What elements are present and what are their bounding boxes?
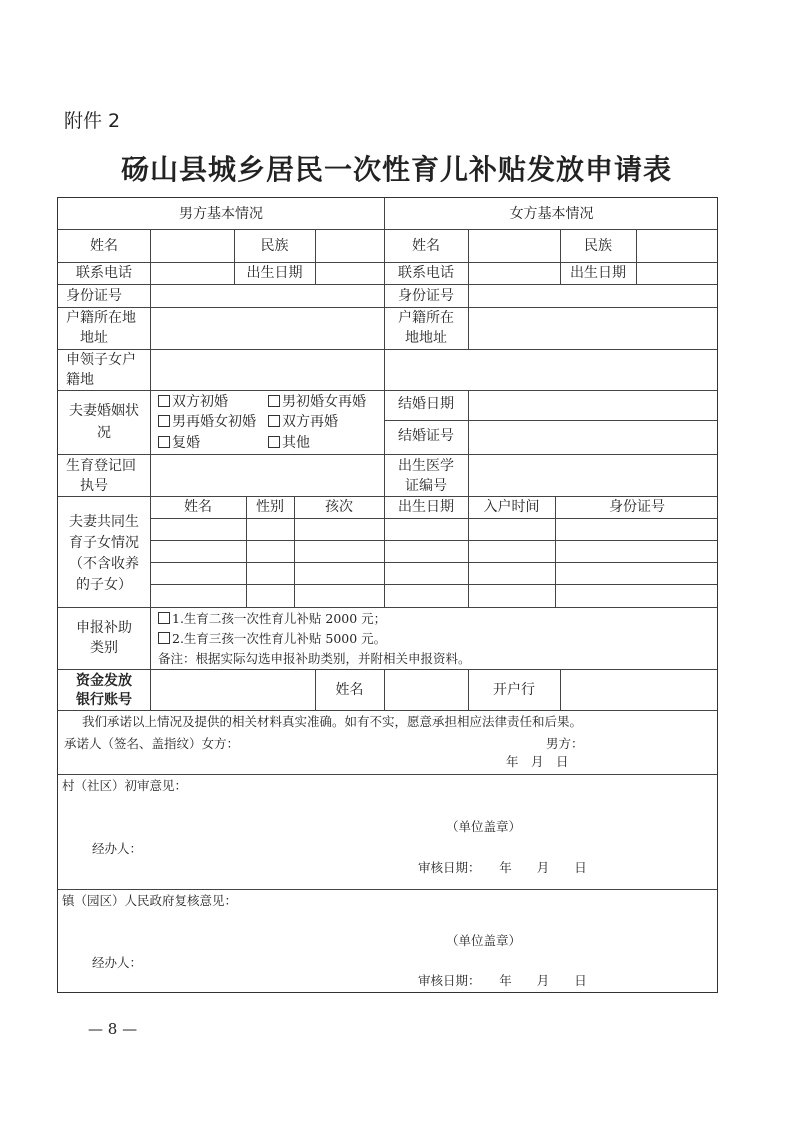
marriage-cert-label: 结婚证号 — [398, 428, 454, 444]
checkbox-icon — [158, 395, 170, 407]
checkbox-icon — [158, 436, 170, 448]
pledge-text: 我们承诺以上情况及提供的相关材料真实准确。如有不实，愿意承担相应法律责任和后果。 — [82, 714, 583, 729]
subsidy-note: 备注：根据实际勾选申报补助类别，并附相关申报资料。 — [158, 651, 471, 666]
village-review-date: 审核日期： 年 月 日 — [418, 860, 587, 875]
application-form — [57, 197, 718, 993]
male-id-label: 身份证号 — [66, 288, 122, 304]
marriage-option-5[interactable]: 复婚 — [158, 433, 200, 453]
marriage-option-2[interactable]: 男初婚女再婚 — [268, 392, 366, 412]
birth-cert-label-2: 证编号 — [405, 478, 447, 494]
checkbox-icon — [268, 395, 280, 407]
female-household-label-2: 地地址 — [405, 330, 447, 346]
subsidy-option-2[interactable]: 2.生育三孩一次性育儿补贴 5000 元。 — [158, 629, 386, 649]
female-birth-date-label: 出生日期 — [570, 265, 626, 281]
birth-cert-label-1: 出生医学 — [398, 458, 454, 474]
female-id-label: 身份证号 — [398, 288, 454, 304]
male-name-label: 姓名 — [90, 238, 118, 254]
male-section-header: 男方基本情况 — [179, 206, 263, 222]
account-name-label: 姓名 — [335, 682, 364, 698]
subsidy-label-2: 类别 — [90, 640, 118, 656]
female-household-label-1: 户籍所在 — [398, 310, 454, 326]
town-seal: （单位盖章） — [446, 933, 522, 948]
child-household-label-2: 籍地 — [66, 372, 94, 388]
marriage-status-label-2: 况 — [97, 425, 111, 441]
female-phone-label: 联系电话 — [398, 265, 454, 281]
children-header-name: 姓名 — [184, 499, 212, 515]
town-handler: 经办人： — [92, 955, 143, 970]
bank-label-2: 银行账号 — [76, 692, 132, 708]
children-label-3: （不含收养 — [69, 556, 139, 572]
pledge-signer: 承诺人（签名、盖指纹）女方： — [64, 736, 240, 751]
page-title: 砀山县城乡居民一次性育儿补贴发放申请表 — [120, 153, 672, 186]
pledge-date: 年 月 日 — [506, 754, 569, 769]
marriage-option-4[interactable]: 双方再婚 — [268, 412, 338, 432]
checkbox-icon — [158, 415, 170, 427]
children-label-2: 育子女情况 — [69, 535, 139, 551]
birth-reg-label-2: 执号 — [80, 478, 108, 494]
attachment-label: 附件 2 — [64, 110, 121, 132]
children-label-4: 的子女） — [76, 577, 132, 593]
birth-reg-label-1: 生育登记回 — [66, 458, 136, 474]
children-header-registration: 入户时间 — [483, 499, 540, 515]
checkbox-icon — [268, 436, 280, 448]
bank-label-1: 资金发放 — [76, 673, 132, 689]
children-label-1: 夫妻共同生 — [69, 514, 139, 530]
children-header-birth-date: 出生日期 — [398, 499, 454, 515]
subsidy-label-1: 申报补助 — [76, 620, 132, 636]
female-ethnicity-label: 民族 — [584, 238, 612, 254]
page-number: — 8 — — [88, 1020, 138, 1038]
children-header-gender: 性别 — [256, 499, 284, 515]
pledge-male: 男方： — [546, 736, 584, 751]
female-section-header: 女方基本情况 — [509, 206, 594, 222]
male-household-label-1: 户籍所在地 — [66, 310, 136, 326]
marriage-option-1[interactable]: 双方初婚 — [158, 392, 228, 412]
female-name-label: 姓名 — [412, 238, 440, 254]
subsidy-option-1[interactable]: 1.生育二孩一次性育儿补贴 2000 元； — [158, 609, 386, 629]
child-household-label-1: 申领子女户 — [66, 352, 136, 368]
checkbox-icon — [158, 612, 170, 624]
male-phone-label: 联系电话 — [76, 265, 132, 281]
marriage-date-label: 结婚日期 — [398, 396, 454, 412]
marriage-option-3[interactable]: 男再婚女初婚 — [158, 412, 256, 432]
checkbox-icon — [268, 415, 280, 427]
village-seal: （单位盖章） — [446, 819, 522, 834]
town-opinion-title: 镇（园区）人民政府复核意见： — [62, 893, 238, 908]
marriage-status-label-1: 夫妻婚姻状 — [69, 403, 139, 419]
children-header-order: 孩次 — [325, 499, 353, 515]
village-handler: 经办人： — [92, 841, 143, 856]
male-ethnicity-label: 民族 — [260, 238, 289, 254]
male-household-label-2: 地址 — [80, 330, 108, 346]
male-birth-date-label: 出生日期 — [246, 265, 303, 281]
checkbox-icon — [158, 632, 170, 644]
marriage-option-6[interactable]: 其他 — [268, 433, 310, 453]
town-review-date: 审核日期： 年 月 日 — [418, 973, 587, 988]
children-header-id: 身份证号 — [609, 499, 665, 515]
bank-name-label: 开户行 — [493, 682, 535, 698]
village-opinion-title: 村（社区）初审意见： — [62, 778, 188, 793]
